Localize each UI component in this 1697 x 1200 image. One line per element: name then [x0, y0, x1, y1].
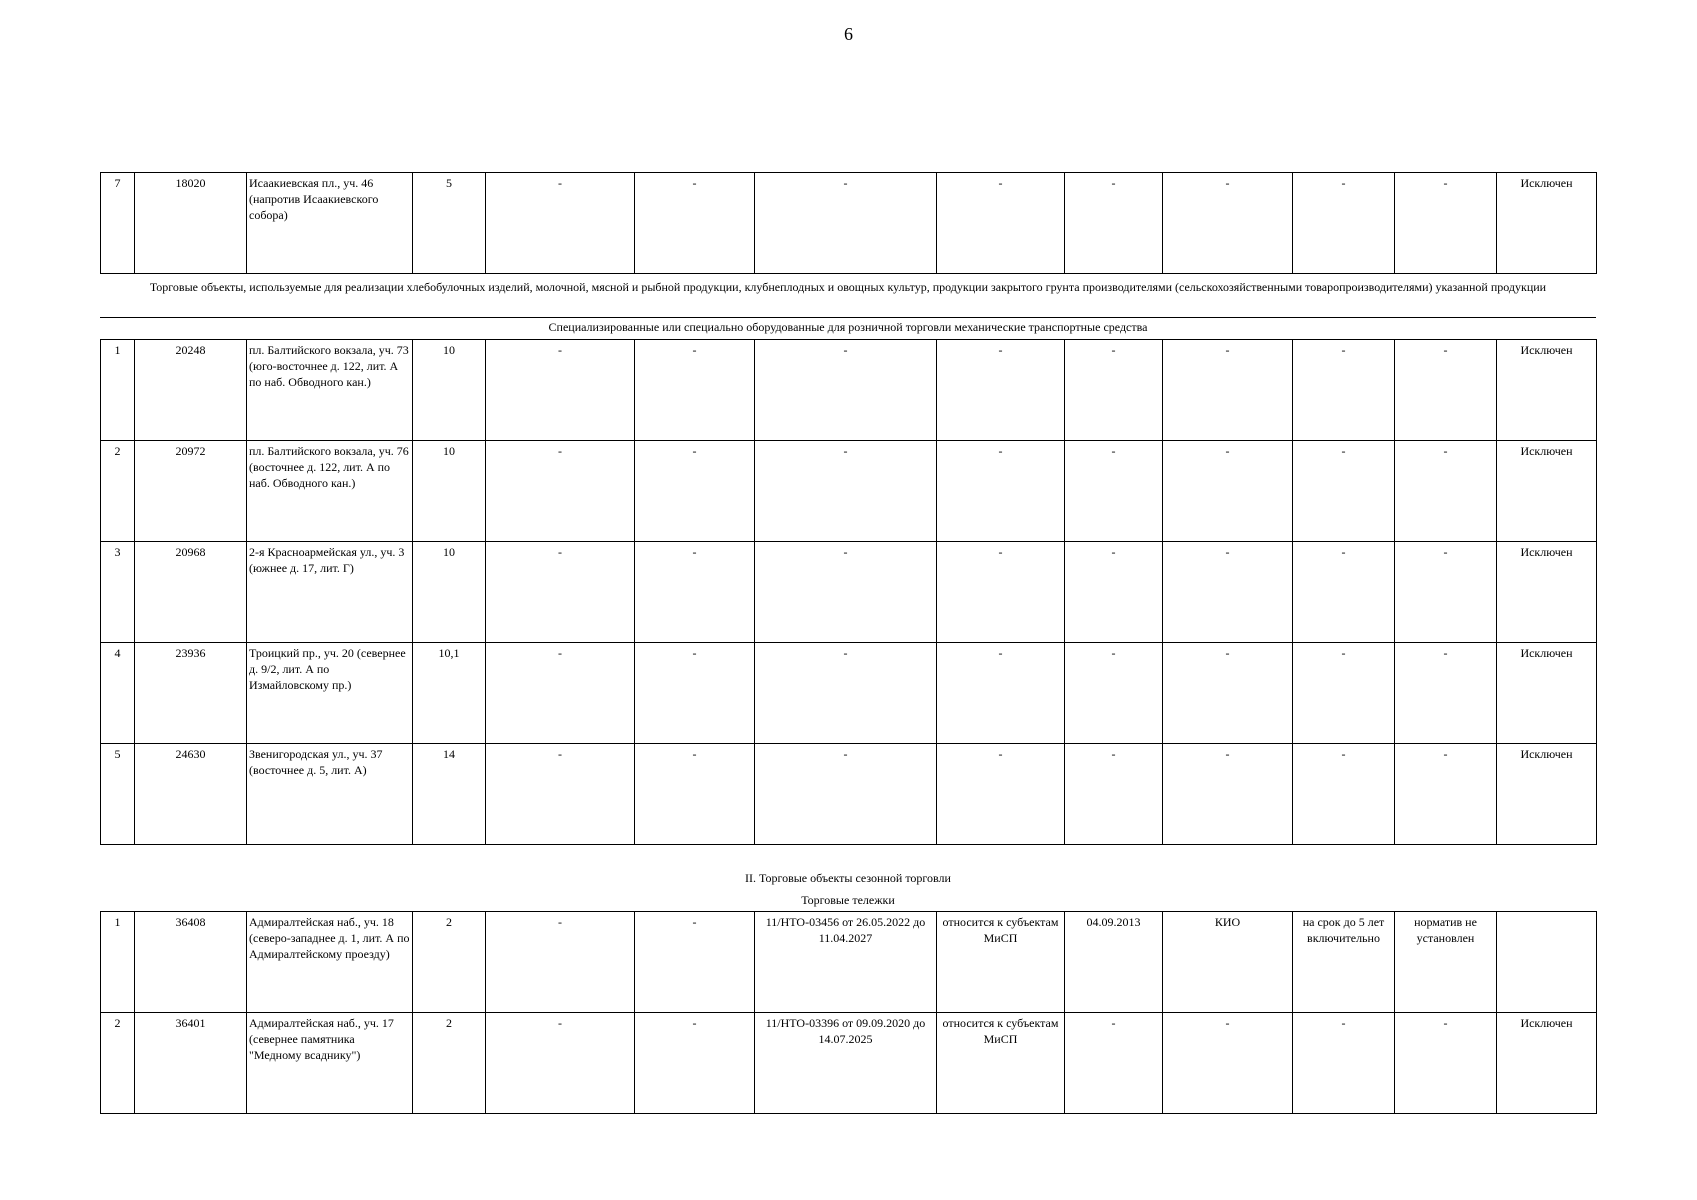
cell-col5: - — [486, 744, 635, 845]
page-number: 6 — [844, 24, 853, 44]
cell-smb-status: относится к субъектам МиСП — [937, 912, 1065, 1013]
cell-norm: - — [1395, 441, 1497, 542]
caption-seasonal: II. Торговые объекты сезонной торговли — [745, 871, 951, 885]
cell-object-code: 20968 — [135, 542, 247, 643]
cell-smb-status: - — [937, 441, 1065, 542]
cell-norm: - — [1395, 173, 1497, 274]
cell-contract: 11/НТО-03456 от 26.05.2022 до 11.04.2027 — [755, 912, 937, 1013]
cell-authority: - — [1163, 542, 1293, 643]
cell-status: Исключен — [1497, 441, 1597, 542]
cell-date: - — [1065, 1013, 1163, 1114]
cell-col6: - — [635, 542, 755, 643]
cell-norm: - — [1395, 643, 1497, 744]
cell-authority: - — [1163, 441, 1293, 542]
cell-date: - — [1065, 173, 1163, 274]
cell-contract: - — [755, 441, 937, 542]
cell-status: Исключен — [1497, 173, 1597, 274]
cell-number: 3 — [101, 542, 135, 643]
caption-vehicles: Специализированные или специально оборудованные для розничной торговли механические транспортные средства — [548, 320, 1148, 334]
cell-status: Исключен — [1497, 340, 1597, 441]
cell-status: Исключен — [1497, 744, 1597, 845]
divider-line — [100, 317, 1596, 318]
cell-col6: - — [635, 441, 755, 542]
table-section-2 — [100, 339, 1596, 845]
cell-number: 4 — [101, 643, 135, 744]
cell-address: Исаакиевская пл., уч. 46 (напротив Исаакиевского собора) — [247, 173, 413, 274]
cell-status: Исключен — [1497, 1013, 1597, 1114]
cell-date: - — [1065, 441, 1163, 542]
cell-smb-status: - — [937, 542, 1065, 643]
cell-smb-status: - — [937, 744, 1065, 845]
cell-date: 04.09.2013 — [1065, 912, 1163, 1013]
cell-number: 1 — [101, 912, 135, 1013]
cell-object-code: 18020 — [135, 173, 247, 274]
cell-smb-status: относится к субъектам МиСП — [937, 1013, 1065, 1114]
objects-table — [100, 172, 1597, 274]
cell-contract: - — [755, 542, 937, 643]
cell-status: Исключен — [1497, 643, 1597, 744]
cell-address: Звенигородская ул., уч. 37 (восточнее д. 5, лит. А) — [247, 744, 413, 845]
table-row — [101, 441, 1597, 542]
cell-object-code: 36408 — [135, 912, 247, 1013]
cell-address: пл. Балтийского вокзала, уч. 73 (юго-восточнее д. 122, лит. А по наб. Обводного кан.) — [247, 340, 413, 441]
cell-number: 2 — [101, 1013, 135, 1114]
cell-col5: - — [486, 542, 635, 643]
cell-col6: - — [635, 643, 755, 744]
table-row — [101, 744, 1597, 845]
cell-status: Исключен — [1497, 542, 1597, 643]
cell-term: - — [1293, 173, 1395, 274]
cell-date: - — [1065, 744, 1163, 845]
cell-object-code: 20248 — [135, 340, 247, 441]
table-row — [101, 912, 1597, 1013]
cell-col6: - — [635, 912, 755, 1013]
vehicles-table — [100, 339, 1597, 845]
cell-number: 7 — [101, 173, 135, 274]
cell-smb-status: - — [937, 643, 1065, 744]
cell-smb-status: - — [937, 340, 1065, 441]
table-row — [101, 643, 1597, 744]
cell-area: 10 — [413, 441, 486, 542]
cell-date: - — [1065, 542, 1163, 643]
cell-object-code: 20972 — [135, 441, 247, 542]
cell-area: 10 — [413, 542, 486, 643]
cell-term: на срок до 5 лет включительно — [1293, 912, 1395, 1013]
table-row — [101, 542, 1597, 643]
cell-authority: - — [1163, 744, 1293, 845]
cell-col6: - — [635, 173, 755, 274]
cell-col5: - — [486, 173, 635, 274]
cell-authority: - — [1163, 643, 1293, 744]
cell-object-code: 36401 — [135, 1013, 247, 1114]
table-section-1 — [100, 172, 1596, 274]
cell-norm: норматив не установлен — [1395, 912, 1497, 1013]
cell-authority: - — [1163, 1013, 1293, 1114]
cell-area: 2 — [413, 1013, 486, 1114]
cell-authority: - — [1163, 173, 1293, 274]
cell-object-code: 24630 — [135, 744, 247, 845]
cell-area: 14 — [413, 744, 486, 845]
caption-carts: Торговые тележки — [801, 893, 895, 907]
cell-col5: - — [486, 912, 635, 1013]
cell-area: 10,1 — [413, 643, 486, 744]
cell-number: 2 — [101, 441, 135, 542]
table-section-3 — [100, 911, 1596, 1114]
cell-number: 1 — [101, 340, 135, 441]
cell-address: Адмиралтейская наб., уч. 18 (северо-западнее д. 1, лит. А по Адмиралтейскому проезду) — [247, 912, 413, 1013]
cell-authority: КИО — [1163, 912, 1293, 1013]
caption-bakery-objects: Торговые объекты, используемые для реализации хлебобулочных изделий, молочной, мясной и рыбной продукции, клубнеплодных и овощных культур, продукции закрытого грунта производителями (сельскохозяйственными товаропроизводителями) указанной продукции — [149, 280, 1547, 294]
table-row — [101, 1013, 1597, 1114]
cell-col5: - — [486, 1013, 635, 1114]
cell-term: - — [1293, 441, 1395, 542]
carts-table — [100, 911, 1597, 1114]
cell-smb-status: - — [937, 173, 1065, 274]
cell-col6: - — [635, 340, 755, 441]
cell-contract: 11/НТО-03396 от 09.09.2020 до 14.07.2025 — [755, 1013, 937, 1114]
cell-col5: - — [486, 340, 635, 441]
table-row — [101, 340, 1597, 441]
cell-term: - — [1293, 744, 1395, 845]
cell-number: 5 — [101, 744, 135, 845]
cell-norm: - — [1395, 1013, 1497, 1114]
cell-date: - — [1065, 643, 1163, 744]
cell-norm: - — [1395, 744, 1497, 845]
cell-term: - — [1293, 542, 1395, 643]
cell-object-code: 23936 — [135, 643, 247, 744]
cell-term: - — [1293, 1013, 1395, 1114]
cell-col6: - — [635, 744, 755, 845]
cell-area: 10 — [413, 340, 486, 441]
cell-authority: - — [1163, 340, 1293, 441]
cell-col6: - — [635, 1013, 755, 1114]
cell-date: - — [1065, 340, 1163, 441]
cell-address: 2-я Красноармейская ул., уч. 3 (южнее д. 17, лит. Г) — [247, 542, 413, 643]
cell-norm: - — [1395, 340, 1497, 441]
cell-col5: - — [486, 441, 635, 542]
cell-status — [1497, 912, 1597, 1013]
cell-area: 2 — [413, 912, 486, 1013]
cell-term: - — [1293, 340, 1395, 441]
cell-address: Адмиралтейская наб., уч. 17 (севернее памятника "Медному всаднику") — [247, 1013, 413, 1114]
cell-norm: - — [1395, 542, 1497, 643]
cell-col5: - — [486, 643, 635, 744]
cell-area: 5 — [413, 173, 486, 274]
cell-address: Троицкий пр., уч. 20 (севернее д. 9/2, лит. А по Измайловскому пр.) — [247, 643, 413, 744]
table-row — [101, 173, 1597, 274]
cell-contract: - — [755, 744, 937, 845]
cell-contract: - — [755, 173, 937, 274]
cell-contract: - — [755, 643, 937, 744]
cell-address: пл. Балтийского вокзала, уч. 76 (восточнее д. 122, лит. А по наб. Обводного кан.) — [247, 441, 413, 542]
cell-term: - — [1293, 643, 1395, 744]
cell-contract: - — [755, 340, 937, 441]
